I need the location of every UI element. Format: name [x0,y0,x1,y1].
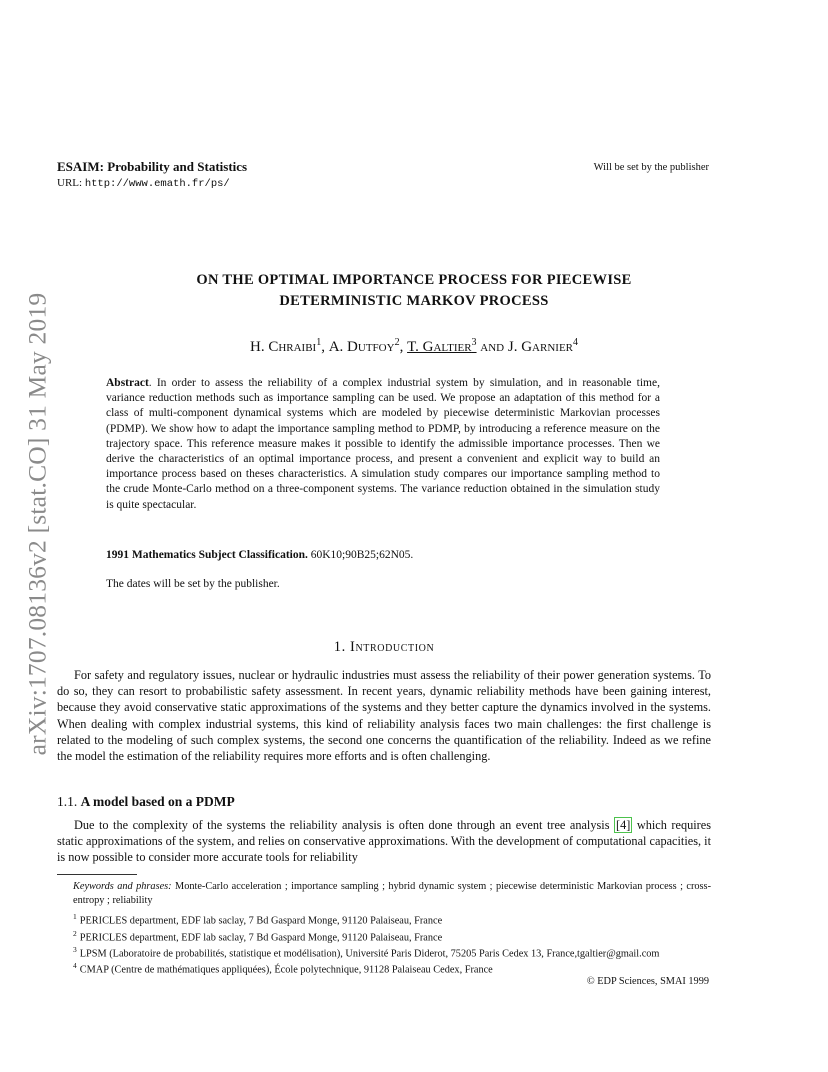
subsection-number: 1.1. [57,794,78,809]
abstract-label: Abstract [106,377,149,389]
paper-title [100,270,728,312]
author-name: A. Dutfoy [328,339,395,355]
footnote [73,929,442,943]
author-separator: , [399,339,404,355]
footnote-text: LPSM (Laboratoire de probabilités, statistique et modélisation), Université Paris Diderot, 75205 Paris Cedex 13, France,tgaltier@gmail.com [79,948,660,960]
abstract-text: . In order to assess the reliability of a complex industrial system by simulation, and in reasonable time, variance reduction methods such as importance sampling can be used. We propose an adaptation of this method for a class of multi-component dynamical systems which are modeled by piecewise deterministic Markovian processes (PDMP). We show how to adapt the importance sampling method to PDMP, by introducing a reference measure on the trajectory space. This reference measure makes it possible to identify the admissible importance processes. Then we derive the characteristics of an optimal importance process, and present a convenient and explicit way to build an importance process based on theses characteristics. A simulation study compares our importance sampling method to the crude Monte-Carlo method on a three-component systems. The variance reduction obtained in the simulation study is quite spectacular. [106,377,660,511]
section-heading: 1. Introduction [333,639,435,655]
title-line-1: ON THE OPTIMAL IMPORTANCE PROCESS FOR PIECEWISE [196,272,632,288]
abstract [106,376,660,513]
journal-name: ESAIM: Probability and Statistics [57,159,248,174]
author-affiliation-mark: 3 [471,337,477,348]
paragraph-text-start: Due to the complexity of the systems the reliability analysis is often done through an event tree analysis [74,818,614,832]
author-and: and [480,339,505,355]
intro-text: For safety and regulatory issues, nuclear or hydraulic industries must assess the reliability of their power generation systems. To do so, they can resort to probabilistic safety assessment. In recent years, dynamic reliability methods have been gaining interest, because they avoid conservative static approximations of the systems and they better capture the dynamics involved in the systems. When dealing with complex industrial systems, this kind of reliability analysis faces two main challenges: the first challenge is related to the modeling of such complex systems, the second one concerns the quantification of the reliability. Indeed as we refine the model the estimation of the reliability requires more efforts and is often challenging. [57,668,711,764]
footnote-mark: 4 [73,961,77,970]
msc-codes: 60K10;90B25;62N05. [310,549,414,561]
author-affiliation-mark: 4 [573,337,579,348]
dates-note: The dates will be set by the publisher. [106,578,280,590]
footnote-text: CMAP (Centre de mathématiques appliquées), École polytechnique, 91128 Palaiseau Cedex, France [79,964,493,976]
title-line-2: DETERMINISTIC MARKOV PROCESS [279,293,549,309]
publisher-note: Will be set by the publisher [593,162,709,173]
citation-link[interactable]: [4] [616,818,631,832]
footnote [73,945,659,959]
arxiv-stamp-text: arXiv:1707.08136v2 [stat.CO] 31 May 2019 [22,292,51,756]
url-label: URL: [57,177,83,189]
author-name: H. Chraibi [249,339,317,355]
author-affiliation-mark: 2 [394,337,400,348]
journal-url-line [57,177,230,190]
keywords-text: Monte-Carlo acceleration ; importance sampling ; hybrid dynamic system ; piecewise deterministic Markovian process ; cross-entropy ; reliability [73,881,711,906]
intro-paragraph [57,667,711,764]
author-name: T. Galtier [407,339,472,355]
footnote-mark: 1 [73,912,77,921]
body-paragraph [57,817,711,866]
arxiv-stamp [18,274,56,774]
author-separator: , [321,339,325,355]
footnote-text: PERICLES department, EDF lab saclay, 7 Bd Gaspard Monge, 91120 Palaiseau, France [79,915,443,927]
subsection-heading [57,794,235,810]
copyright-notice: © EDP Sciences, SMAI 1999 [586,976,709,987]
subsection-title: A model based on a PDMP [80,794,235,809]
footnote-rule [57,874,137,875]
footnote-text: PERICLES department, EDF lab saclay, 7 Bd Gaspard Monge, 91120 Palaiseau, France [79,932,443,944]
author-affiliation-mark: 1 [316,337,322,348]
footnote-mark: 2 [73,929,77,938]
footnote-mark: 3 [73,945,77,954]
keywords-label: Keywords and phrases: [73,881,172,892]
author-name: J. Garnier [507,339,574,355]
body-paragraph-text [57,817,711,866]
msc-classification [106,549,413,561]
paragraph-text-end: which requires static approximations of the system, and relies on conservative approximations. With the development of computational capacities, it is now possible to consider more accurate tools for reliability [57,818,712,865]
keywords [73,880,711,907]
footnote [73,961,493,975]
msc-label: 1991 Mathematics Subject Classification. [106,549,308,561]
author-list [100,337,728,356]
journal-url[interactable]: http://www.emath.fr/ps/ [84,178,230,190]
footnote [73,912,442,926]
